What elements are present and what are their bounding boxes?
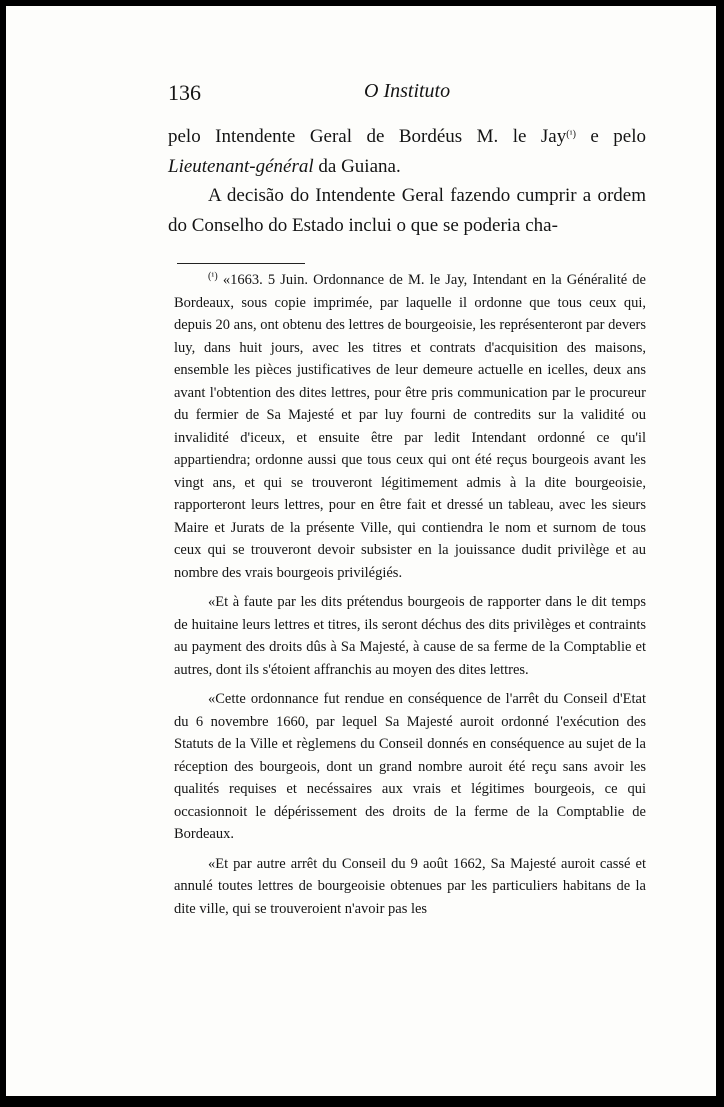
document-page — [6, 6, 716, 1096]
main-text — [168, 122, 646, 240]
paragraph-1: pelo Intendente Geral de Bordéus M. le Jay$^{(^1)}$ e pelo Lieutenant-général da Guiana. — [168, 126, 646, 177]
footnote-reference: (¹) — [566, 129, 576, 140]
footnote-marker: (¹) — [208, 271, 218, 282]
running-title: O Instituto — [364, 80, 451, 102]
italic-term: Lieutenant-général — [168, 155, 314, 177]
footnote-paragraph: «Et par autre arrêt du Conseil du 9 août 1662, Sa Majesté auroit cassé et annulé toutes lettres de bourgeoisie obtenues par les particuliers habitans de la dite ville, qui se trouveroient n'avoir pas les — [174, 855, 646, 917]
page-number: 136 — [168, 80, 201, 105]
page-header — [168, 80, 648, 110]
paragraph-2: A decisão do Intendente Geral fazendo cumprir a ordem do Conselho do Estado inclui o que se poderia cha- — [168, 185, 646, 236]
footnote-paragraph: «Cette ordonnance fut rendue en conséquence de l'arrêt du Conseil d'Etat du 6 novembre 1660, par lequel Sa Majesté auroit ordonné l'exécution des Statuts de la Ville et règlemens du Conseil donnés en conséquence au sujet de la réception des bourgeois, dont un grand nombre auroit été reçu sans avoir les qualités requises et necéssaires aux vrais et légitimes bourgeois, ce qui occasionnoit le dépérissement des droits de la ferme de la Comptablie de Bordeaux. — [174, 691, 646, 842]
footnote-separator — [177, 263, 305, 264]
footnote-paragraph: «Et à faute par les dits prétendus bourgeois de rapporter dans le dit temps de huitaine leurs lettres et titres, ils seront déchus des dits privilèges et contraints au payment des droits dûs à Sa Majesté, à cause de sa ferme de la Comptablie et autres, dont ils s'étoient affranchis au moyen des dites lettres. — [174, 594, 646, 678]
footnote-paragraph: $^{(^1)}$ «1663. 5 Juin. Ordonnance de M. le Jay, Intendant en la Généralité de Bordeaux, sous copie imprimée, par laquelle il ordonne que tous ceux qui, depuis 20 ans, ont obtenu des lettres de bourgeoisie, les représenteront par devers luy, dans huit jours, avec les titres et contrats d'acquisition des maisons, ensemble les pièces justificatives de leur demeure actuelle en icelles, deux ans avant l'obtention des dites lettres, pour être pris communication par le procureur du fermier de Sa Majesté et par luy fourni de contredits sur la validité ou invalidité d'iceux, et ensuite être par ledit Intendant ordonné ce qu'il appartiendra; ordonne aussi que tous ceux qui ont été reçus bourgeois avant les vingt ans, et qui se trouveront légitimement admis à la dite bourgeoisie, rapporteront leurs lettres, pour en être fait et dressé un tableau, avec les sieurs Maire et Jurats de la présente Ville, qui contiendra le nom et surnom de tous ceux qui se trouveront devoir subsister en la jouissance dudit privilège et au nombre des vrais bourgeois privilégiés. — [174, 271, 646, 581]
footnotes — [174, 269, 646, 927]
